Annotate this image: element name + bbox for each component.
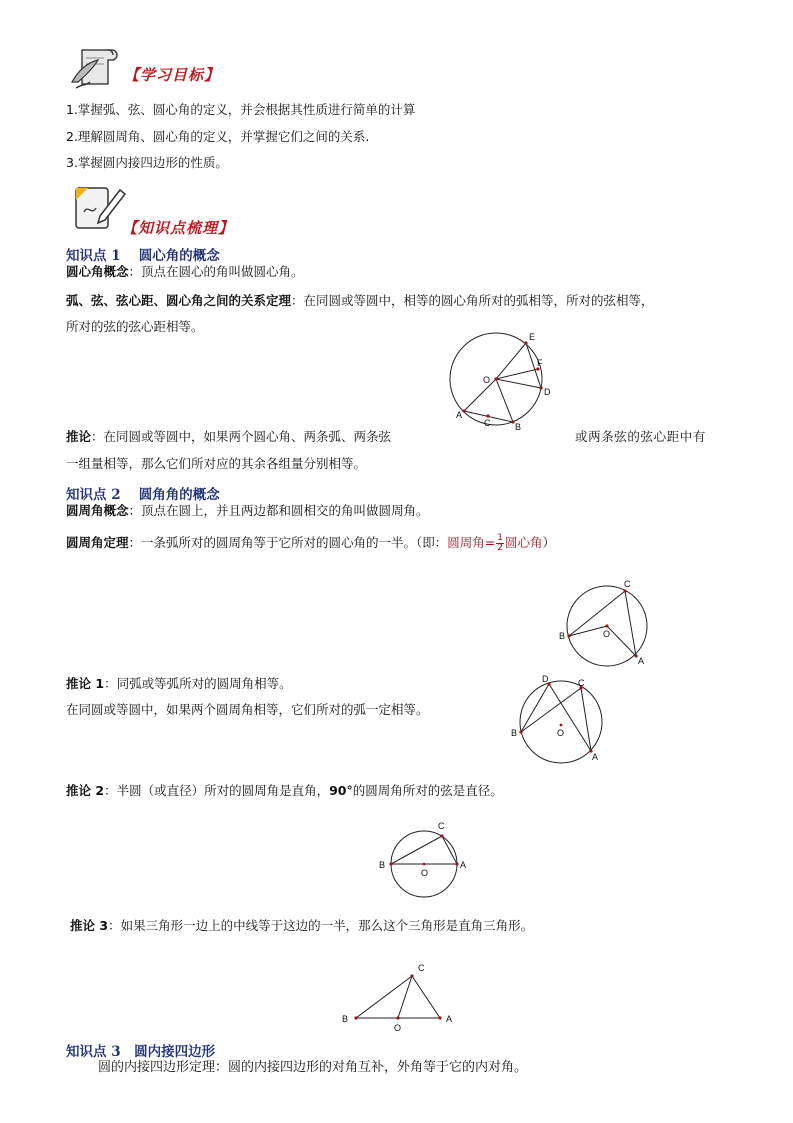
central-angle-definition xyxy=(66,264,304,280)
fig5-label-c: C xyxy=(418,963,425,973)
figure-median-right-triangle xyxy=(336,955,466,1035)
relation-theorem-line-2: 所对的弦的弦心距相等。 xyxy=(66,319,204,334)
corollary-1-text-2: 在同圆或等圆中，如果两个圆周角相等，它们所对的弧一定相等。 xyxy=(66,702,429,717)
fraction-denominator: 2 xyxy=(497,543,503,553)
fig2-label-b: B xyxy=(559,631,566,641)
figure-semicircle-right-angle xyxy=(372,818,482,900)
fig1-label-b: B xyxy=(515,422,522,432)
fig1-label-a: A xyxy=(456,410,463,420)
relation-theorem-text: ：在同圆或等圆中，相等的圆心角所对的弧相等，所对的弦相等， xyxy=(291,293,654,308)
goal-item-2: 2.理解圆周角、圆心角的定义，并掌握它们之间的关系. xyxy=(66,129,370,144)
corollary-1-line-2: 一组量相等，那么它们所对应的其余各组量分别相等。 xyxy=(66,456,367,471)
fig3-label-a: A xyxy=(592,752,599,762)
formula-right: 圆心角 xyxy=(505,535,543,550)
fig1-label-e: E xyxy=(529,332,536,342)
notepad-pencil-icon xyxy=(70,182,130,234)
central-angle-term: 圆心角概念 xyxy=(66,264,129,279)
fig3-label-d: D xyxy=(542,674,549,684)
corollary-text-a: ：在同圆或等圆中，如果两个圆心角、两条弧、两条弦 xyxy=(91,429,392,444)
corollary-2-body-c: 的圆周角所对的弦是直径。 xyxy=(352,783,503,798)
corollary-1-text xyxy=(66,676,292,692)
section-3-title: 知识点 3 圆内接四边形 xyxy=(66,1044,216,1060)
fig2-label-c: C xyxy=(624,579,631,589)
relation-theorem-line-1 xyxy=(66,293,654,309)
fig3-label-o: O xyxy=(557,728,565,738)
fig1-label-d: D xyxy=(544,387,551,397)
knowledge-summary-heading: 【知识点梳理】 xyxy=(122,219,235,237)
fig3-label-c: C xyxy=(578,678,585,688)
corollary-2-text xyxy=(66,783,503,799)
corollary-3-term: 推论 3 xyxy=(70,918,109,933)
inscribed-angle-definition xyxy=(66,503,429,519)
corollary-3-text xyxy=(70,918,533,934)
fig1-label-o: O xyxy=(483,375,491,385)
fig5-label-a: A xyxy=(446,1014,453,1024)
formula-close: ） xyxy=(542,535,556,550)
figure-equal-inscribed-angles xyxy=(505,672,615,766)
fig3-label-b: B xyxy=(511,728,518,738)
corollary-1-right: 或两条弦的弦心距中有 xyxy=(575,429,707,444)
section-1-title: 知识点 1 圆心角的概念 xyxy=(66,248,220,264)
relation-theorem-term: 弧、弦、弦心距、圆心角之间的关系定理 xyxy=(66,293,292,308)
learning-goals-heading: 【学习目标】 xyxy=(124,66,221,84)
central-angle-text: ：顶点在圆心的角叫做圆心角。 xyxy=(128,264,304,279)
figure-inscribed-central-angle xyxy=(555,576,660,668)
fraction-numerator: 1 xyxy=(497,533,503,543)
fig1-label-c: C xyxy=(484,418,491,428)
corollary-1-term: 推论 1 xyxy=(66,676,105,691)
cyclic-quadrilateral-theorem: 圆的内接四边形定理：圆的内接四边形的对角互补，外角等于它的内对角。 xyxy=(98,1060,528,1075)
section-2-title: 知识点 2 圆角角的概念 xyxy=(66,487,220,503)
goal-item-3: 3.掌握圆内接四边形的性质。 xyxy=(66,155,228,170)
fig4-label-a: A xyxy=(460,860,467,870)
figure-central-angles xyxy=(440,326,560,434)
inscribed-angle-theorem-text: ：一条弧所对的圆周角等于它所对的圆心角的一半。（即： xyxy=(128,535,448,550)
inscribed-angle-term: 圆周角概念 xyxy=(66,503,129,518)
corollary-3-body: ：如果三角形一边上的中线等于这边的一半，那么这个三角形是直角三角形。 xyxy=(108,918,534,933)
fig2-label-a: A xyxy=(638,656,645,666)
fig4-label-b: B xyxy=(379,860,386,870)
fig4-label-c: C xyxy=(438,821,445,831)
corollary-2-term: 推论 2 xyxy=(66,783,105,798)
goal-item-1: 1.掌握弧、弦、圆心角的定义，并会根据其性质进行简单的计算 xyxy=(66,102,416,117)
fig5-label-b: B xyxy=(342,1014,349,1024)
inscribed-angle-text: ：顶点在圆上，并且两边都和圆相交的角叫做圆周角。 xyxy=(128,503,429,518)
corollary-2-body-b: 90° xyxy=(329,783,353,798)
fig4-label-o: O xyxy=(421,868,429,878)
fig1-label-f: F xyxy=(537,358,543,368)
corollary-2-body-a: ：半圆（或直径）所对的圆周角是直角， xyxy=(104,783,330,798)
corollary-1-left xyxy=(66,429,391,445)
scroll-quill-icon xyxy=(68,44,128,92)
fig2-label-o: O xyxy=(603,629,611,639)
corollary-1-body: ：同弧或等弧所对的圆周角相等。 xyxy=(104,676,292,691)
formula-left: 圆周角= xyxy=(447,535,496,550)
fig5-label-o: O xyxy=(394,1023,402,1033)
inscribed-angle-theorem-term: 圆周角定理 xyxy=(66,535,129,550)
inscribed-angle-theorem xyxy=(66,534,555,553)
corollary-term: 推论 xyxy=(66,429,92,444)
formula-fraction xyxy=(496,534,504,553)
